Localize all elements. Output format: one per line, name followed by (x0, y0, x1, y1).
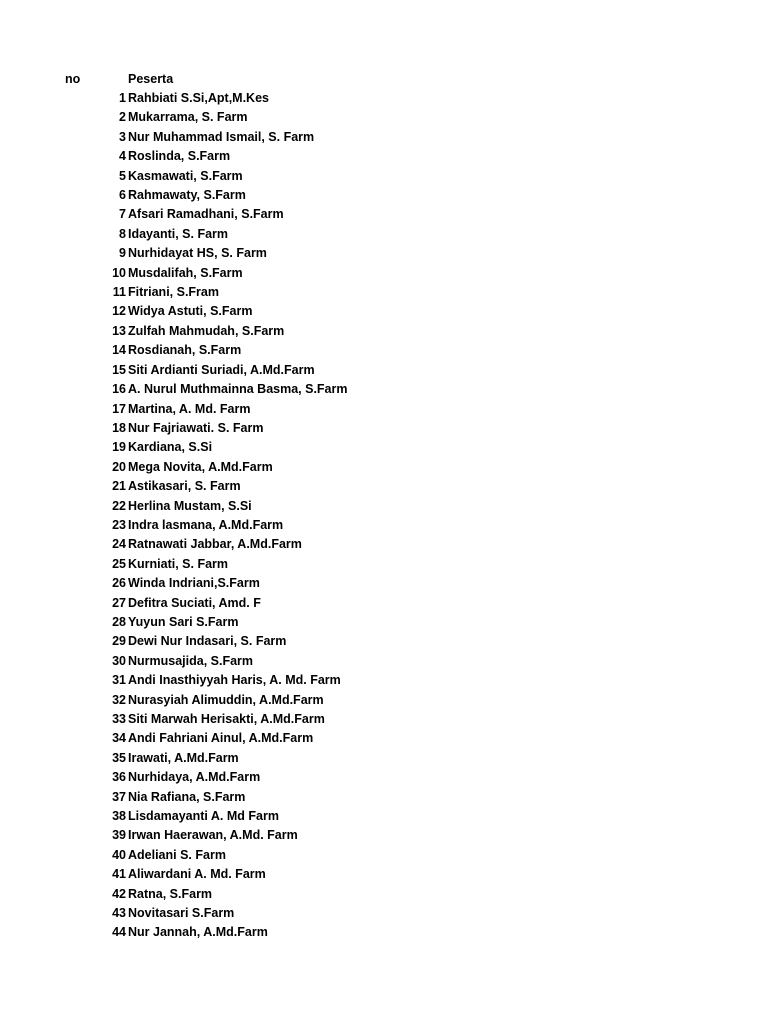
row-number: 43 (112, 906, 126, 921)
row-number: 17 (112, 401, 126, 416)
participant-name: Nurasyiah Alimuddin, A.Md.Farm (128, 692, 324, 707)
row-number: 24 (112, 537, 126, 552)
row-number: 7 (119, 207, 126, 222)
participant-name: Yuyun Sari S.Farm (128, 614, 239, 629)
table-row (0, 244, 768, 263)
row-number: 6 (119, 188, 126, 203)
participant-name: Lisdamayanti A. Md Farm (128, 809, 279, 824)
participant-name: Widya Astuti, S.Farm (128, 304, 253, 319)
row-number: 29 (112, 634, 126, 649)
table-row (0, 128, 768, 147)
row-number: 11 (112, 285, 126, 300)
participant-name: Rahbiati S.Si,Apt,M.Kes (128, 91, 269, 105)
table-row (0, 846, 768, 865)
row-number: 42 (112, 886, 126, 901)
table-row (0, 341, 768, 360)
row-number: 4 (119, 149, 126, 164)
participant-name: Musdalifah, S.Farm (128, 265, 243, 280)
table-row (0, 788, 768, 807)
participant-name: Andi Fahriani Ainul, A.Md.Farm (128, 731, 314, 746)
participant-name: Adeliani S. Farm (128, 847, 226, 862)
participant-name: Rosdianah, S.Farm (128, 343, 242, 358)
participant-name: Rahmawaty, S.Farm (128, 188, 246, 203)
row-number: 21 (112, 479, 126, 494)
table-row (0, 108, 768, 127)
table-row (0, 283, 768, 302)
participant-name: Afsari Ramadhani, S.Farm (128, 207, 284, 222)
row-number: 20 (112, 459, 126, 474)
row-number: 25 (112, 556, 126, 571)
participant-name: Fitriani, S.Fram (128, 285, 219, 300)
row-number: 5 (119, 168, 126, 183)
participant-name: Herlina Mustam, S.Si (128, 498, 252, 513)
row-number: 26 (112, 576, 126, 591)
row-number: 18 (112, 420, 126, 435)
participant-name: Winda Indriani,S.Farm (128, 576, 260, 591)
table-row (0, 613, 768, 632)
table-row (0, 361, 768, 380)
table-row (0, 205, 768, 224)
table-row (0, 865, 768, 884)
header-no: no (65, 72, 81, 86)
row-number: 8 (119, 226, 126, 241)
row-number: 41 (112, 867, 126, 882)
header-peserta: Peserta (128, 72, 174, 86)
participant-name: A. Nurul Muthmainna Basma, S.Farm (128, 382, 348, 397)
row-number: 34 (112, 731, 126, 746)
row-number: 10 (112, 265, 126, 280)
participant-name: Idayanti, S. Farm (128, 226, 229, 241)
table-row (0, 89, 768, 108)
table-row (0, 438, 768, 457)
table-row (0, 516, 768, 535)
row-number: 1 (119, 91, 126, 105)
row-number: 38 (112, 809, 126, 824)
row-number: 13 (112, 323, 126, 338)
participant-name: Ratna, S.Farm (128, 886, 213, 901)
table-row (0, 535, 768, 554)
participant-name: Siti Marwah Herisakti, A.Md.Farm (128, 712, 325, 726)
participant-name: Kasmawati, S.Farm (128, 168, 243, 183)
table-row (0, 186, 768, 205)
row-number: 15 (112, 362, 126, 377)
table-row (0, 710, 768, 729)
participant-name: Defitra Suciati, Amd. F (128, 595, 261, 610)
participant-name: Nur Fajriawati. S. Farm (128, 420, 264, 435)
row-number: 37 (112, 789, 126, 804)
table-row (0, 458, 768, 477)
row-number: 39 (112, 828, 126, 843)
row-number: 36 (112, 770, 126, 785)
table-row (0, 904, 768, 923)
participant-name: Nia Rafiana, S.Farm (128, 789, 246, 804)
table-row (0, 555, 768, 574)
participant-name: Siti Ardianti Suriadi, A.Md.Farm (128, 362, 315, 377)
participant-name: Kurniati, S. Farm (128, 556, 229, 571)
table-row (0, 826, 768, 845)
table-row (0, 923, 768, 942)
table-row (0, 652, 768, 671)
row-number: 19 (112, 440, 126, 455)
participant-name: Novitasari S.Farm (128, 906, 235, 921)
table-row (0, 632, 768, 651)
row-number: 12 (112, 304, 126, 319)
row-number: 28 (112, 614, 126, 629)
participant-name: Nurhidayat HS, S. Farm (128, 246, 267, 261)
table-row (0, 749, 768, 768)
table-row (0, 167, 768, 186)
row-number: 30 (112, 653, 126, 668)
participant-name: Nurhidaya, A.Md.Farm (128, 770, 261, 785)
table-row (0, 497, 768, 516)
participant-name: Martina, A. Md. Farm (128, 401, 251, 416)
table-row (0, 594, 768, 613)
row-number: 9 (119, 246, 126, 261)
participant-name: Nurmusajida, S.Farm (128, 653, 254, 668)
table-row (0, 419, 768, 438)
table-row (0, 885, 768, 904)
participant-name: Irawati, A.Md.Farm (128, 750, 239, 765)
row-number: 40 (112, 847, 126, 862)
participant-name: Astikasari, S. Farm (128, 479, 241, 494)
participant-rows (0, 89, 768, 943)
table-row (0, 768, 768, 787)
participant-name: Mukarrama, S. Farm (128, 110, 248, 125)
participant-name: Kardiana, S.Si (128, 440, 213, 455)
row-number: 31 (112, 673, 126, 688)
row-number: 23 (112, 517, 126, 532)
table-header (0, 70, 768, 88)
row-number: 3 (119, 129, 126, 144)
row-number: 32 (112, 692, 126, 707)
table-row (0, 807, 768, 826)
row-number: 22 (112, 498, 126, 513)
table-row (0, 380, 768, 399)
participant-name: Mega Novita, A.Md.Farm (128, 459, 273, 474)
participant-name: Nur Muhammad Ismail, S. Farm (128, 129, 315, 144)
participant-name: Ratnawati Jabbar, A.Md.Farm (128, 537, 302, 552)
table-row (0, 477, 768, 496)
row-number: 27 (112, 595, 126, 610)
participant-name: Zulfah Mahmudah, S.Farm (128, 323, 285, 338)
table-row (0, 302, 768, 321)
participant-name: Nur Jannah, A.Md.Farm (128, 925, 268, 940)
table-row (0, 225, 768, 244)
row-number: 14 (112, 343, 126, 358)
table-row (0, 671, 768, 690)
participant-name: Irwan Haerawan, A.Md. Farm (128, 828, 298, 843)
table-row (0, 264, 768, 283)
row-number: 16 (112, 382, 126, 397)
participant-name: Andi Inasthiyyah Haris, A. Md. Farm (128, 673, 341, 688)
table-row (0, 147, 768, 166)
participant-name: Dewi Nur Indasari, S. Farm (128, 634, 287, 649)
row-number: 33 (112, 712, 126, 726)
participant-name: Roslinda, S.Farm (128, 149, 231, 164)
table-row (0, 691, 768, 710)
participant-name: Aliwardani A. Md. Farm (128, 867, 266, 882)
row-number: 35 (112, 750, 126, 765)
row-number: 2 (119, 110, 126, 125)
table-row (0, 400, 768, 419)
table-row (0, 574, 768, 593)
table-row (0, 322, 768, 341)
table-row (0, 729, 768, 748)
row-number: 44 (112, 925, 126, 940)
participant-name: Indra lasmana, A.Md.Farm (128, 517, 284, 532)
